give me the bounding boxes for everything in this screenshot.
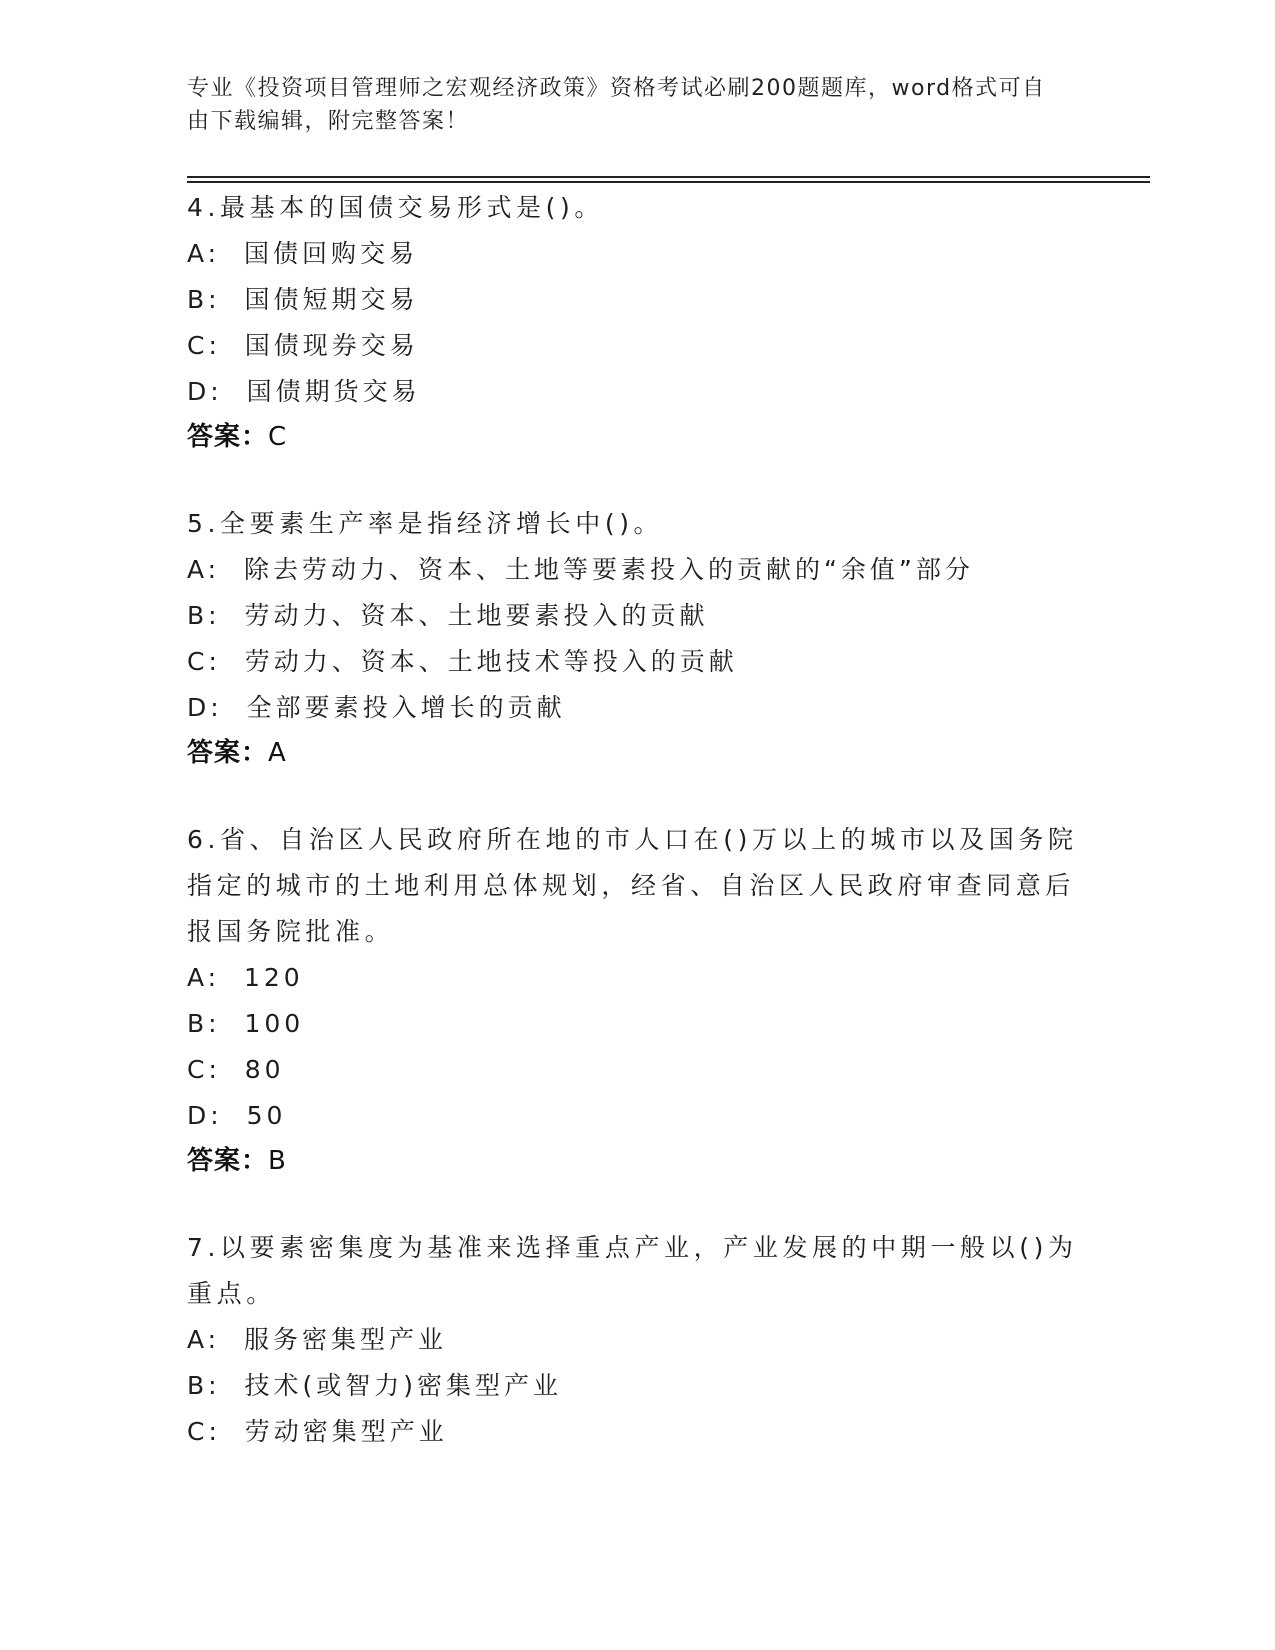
- question-5: [187, 501, 1087, 775]
- header-divider-second: [187, 181, 1150, 183]
- answer-value: C: [268, 422, 288, 452]
- header-divider: [187, 176, 1150, 178]
- option-b: B: 技术(或智力)密集型产业: [187, 1371, 562, 1400]
- question-4: [187, 185, 1087, 459]
- option-d: D: 全部要素投入增长的贡献: [187, 693, 566, 722]
- option-b: B: 100: [187, 1009, 305, 1038]
- option-a: A: 120: [187, 963, 304, 992]
- question-stem: 5.全要素生产率是指经济增长中()。: [187, 509, 664, 538]
- option-c: C: 80: [187, 1055, 285, 1084]
- answer-label: 答案：: [187, 1146, 269, 1176]
- question-list: [187, 185, 1087, 1497]
- question-stem: 7.以要素密集度为基准来选择重点产业，产业发展的中期一般以()为重点。: [187, 1233, 1078, 1308]
- option-d: D: 国债期货交易: [187, 377, 421, 406]
- question-7: [187, 1225, 1087, 1455]
- option-a: A: 国债回购交易: [187, 239, 418, 268]
- option-b: B: 国债短期交易: [187, 285, 419, 314]
- answer: [187, 731, 1087, 775]
- option-b: B: 劳动力、资本、土地要素投入的贡献: [187, 601, 709, 630]
- question-stem: 6.省、自治区人民政府所在地的市人口在()万以上的城市以及国务院指定的城市的土地利用总体规划，经省、自治区人民政府审查同意后报国务院批准。: [187, 825, 1078, 946]
- answer-value: B: [268, 1146, 287, 1176]
- option-a: A: 服务密集型产业: [187, 1325, 447, 1354]
- option-c: C: 劳动力、资本、土地技术等投入的贡献: [187, 647, 738, 676]
- answer-label: 答案：: [187, 422, 269, 452]
- answer: [187, 415, 1087, 459]
- answer: [187, 1139, 1087, 1183]
- option-c: C: 国债现券交易: [187, 331, 419, 360]
- document-header: 专业《投资项目管理师之宏观经济政策》资格考试必刷200题题库，word格式可自由下载编辑，附完整答案！: [187, 76, 1046, 134]
- answer-label: 答案：: [187, 738, 269, 768]
- question-stem: 4.最基本的国债交易形式是()。: [187, 193, 604, 222]
- question-6: [187, 817, 1087, 1183]
- option-d: D: 50: [187, 1101, 287, 1130]
- option-a: A: 除去劳动力、资本、土地等要素投入的贡献的“余值”部分: [187, 555, 974, 584]
- answer-value: A: [268, 738, 287, 768]
- option-c: C: 劳动密集型产业: [187, 1417, 448, 1446]
